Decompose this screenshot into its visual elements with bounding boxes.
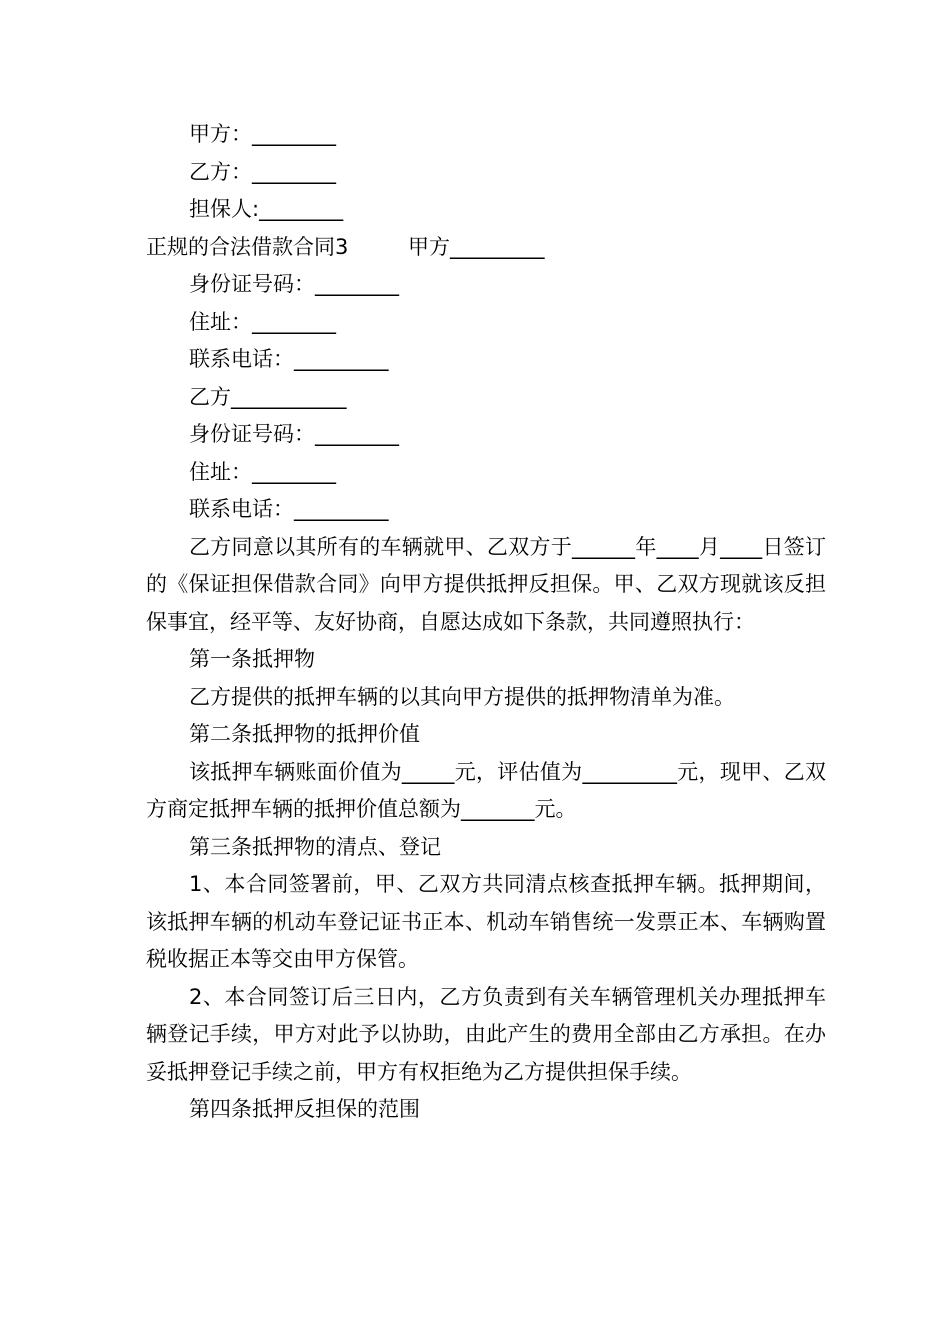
article-3-title: 第三条抵押物的清点、登记	[189, 834, 441, 859]
party-a-phone: 联系电话：_________	[189, 347, 389, 371]
party-a-address: 住址：________	[189, 309, 336, 334]
article-2-title: 第二条抵押物的抵押价值	[189, 722, 420, 746]
party-b-address: 住址：________	[189, 459, 336, 484]
party-a-id-number: 身份证号码：________	[189, 272, 399, 296]
article-3-item-1: 1、本合同签署前，甲、乙双方共同清点核查抵押车辆。抵押期间，该抵押车辆的机动车登记证书正本、机动车销售统一发票正本、车辆购置税收据正本等交由甲方保管。	[146, 872, 826, 971]
party-b-phone: 联系电话：_________	[189, 497, 389, 521]
article-3-item-2: 2、本合同签订后三日内，乙方负责到有关车辆管理机关办理抵押车辆登记手续，甲方对此予以协助，由此产生的费用全部由乙方承担。在办妥抵押登记手续之前，甲方有权拒绝为乙方提供担保手续。	[146, 984, 826, 1084]
guarantor-signature-line: 担保人:________	[189, 197, 344, 221]
contract-body	[146, 116, 826, 1129]
intro-paragraph: 乙方同意以其所有的车辆就甲、乙双方于______年____月____日签订的《保证担保借款合同》向甲方提供抵押反担保。甲、乙双方现就该反担保事宜，经平等、友好协商，自愿达成如下条款，共同遵照执行：	[146, 534, 826, 634]
party-b-name-field: 乙方___________	[189, 384, 347, 409]
article-4-title: 第四条抵押反担保的范围	[189, 1097, 420, 1121]
article-1-title: 第一条抵押物	[189, 647, 315, 671]
party-b-id-number: 身份证号码：________	[189, 422, 399, 446]
contract-title: 正规的合法借款合同3	[146, 234, 349, 259]
party-b-signature-line: 乙方：________	[189, 159, 336, 184]
contract-title-line	[146, 229, 826, 267]
party-a-signature-line: 甲方：________	[189, 122, 336, 146]
article-2-text: 该抵押车辆账面价值为_____元，评估值为_________元，现甲、乙双方商定抵押车辆的抵押价值总额为_______元。	[146, 759, 826, 821]
article-1-text: 乙方提供的抵押车辆的以其向甲方提供的抵押物清单为准。	[189, 684, 735, 709]
party-a-name-field: 甲方_________	[408, 234, 545, 259]
